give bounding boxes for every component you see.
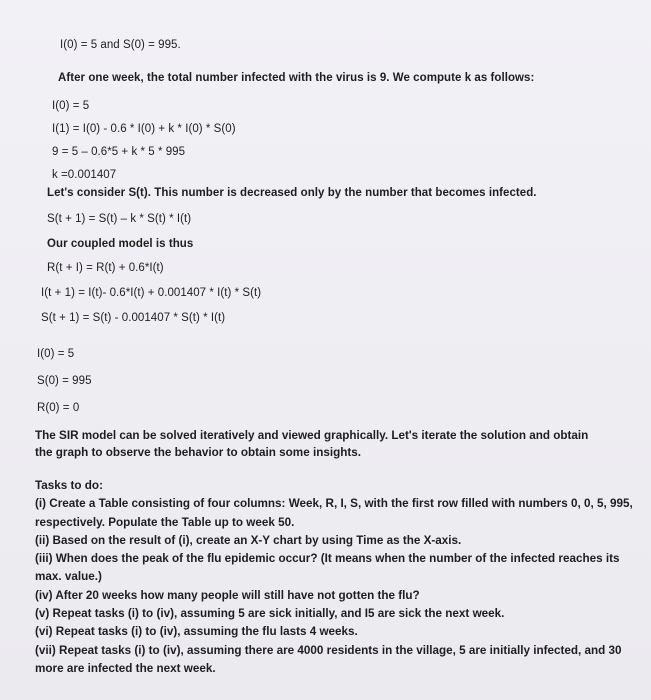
task-item: (vii) Repeat tasks (i) to (iv), assuming there are 4000 residents in the village, 5 are initially infected, and 30 more are infected the next week. bbox=[35, 643, 622, 675]
initial-condition: S(0) = 995 bbox=[37, 375, 92, 387]
sir-paragraph: The SIR model can be solved iteratively and viewed graphically. Let's iterate the solution and obtain the graph to observe the behavior to obtain some insights. bbox=[35, 429, 589, 459]
tasks-title: Tasks to do: bbox=[35, 479, 103, 492]
initial-condition: I(0) = 5 bbox=[37, 348, 75, 360]
task-item: (ii) Based on the result of (i), create an X-Y chart by using Time as the X-axis. bbox=[35, 533, 462, 547]
task-item: (iv) After 20 weeks how many people will still have not gotten the flu? bbox=[35, 588, 420, 602]
computation-line: 9 = 5 – 0.6*5 + k * 5 * 995 bbox=[52, 146, 186, 158]
computation-line: I(1) = I(0) - 0.6 * I(0) + k * I(0) * S(0) bbox=[52, 123, 236, 135]
coupled-equation: S(t + 1) = S(t) - 0.001407 * S(t) * I(t) bbox=[41, 312, 226, 324]
task-item: (iii) When does the peak of the flu epidemic occur? (It means when the number of the infected reaches its max. value.) bbox=[35, 552, 620, 584]
computation-line: I(0) = 5 bbox=[52, 100, 90, 112]
consider-text: Let's consider S(t). This number is decreased only by the number that becomes infected. bbox=[47, 187, 537, 199]
after-week-text: After one week, the total number infected with the virus is 9. We compute k as follows: bbox=[58, 72, 535, 84]
task-item: (i) Create a Table consisting of four columns: Week, R, I, S, with the first row filled with numbers 0, 0, 5, 995, respectively. Populate the Table up to week 50. bbox=[35, 497, 633, 529]
coupled-equation: I(t + 1) = I(t)- 0.6*I(t) + 0.001407 * I(t) * S(t) bbox=[41, 287, 262, 299]
coupled-equation: R(t + I) = R(t) + 0.6*I(t) bbox=[47, 262, 164, 274]
task-item: (vi) Repeat tasks (i) to (iv), assuming the flu lasts 4 weeks. bbox=[35, 625, 358, 639]
tasks-block bbox=[35, 477, 635, 678]
computation-line: k =0.001407 bbox=[52, 169, 117, 181]
initial-condition: R(0) = 0 bbox=[37, 402, 80, 414]
s-equation: S(t + 1) = S(t) – k * S(t) * I(t) bbox=[47, 213, 192, 225]
task-item: (v) Repeat tasks (i) to (iv), assuming 5 are sick initially, and I5 are sick the next week. bbox=[35, 607, 505, 621]
coupled-intro: Our coupled model is thus bbox=[47, 238, 194, 250]
intro-line: I(0) = 5 and S(0) = 995. bbox=[60, 39, 181, 51]
